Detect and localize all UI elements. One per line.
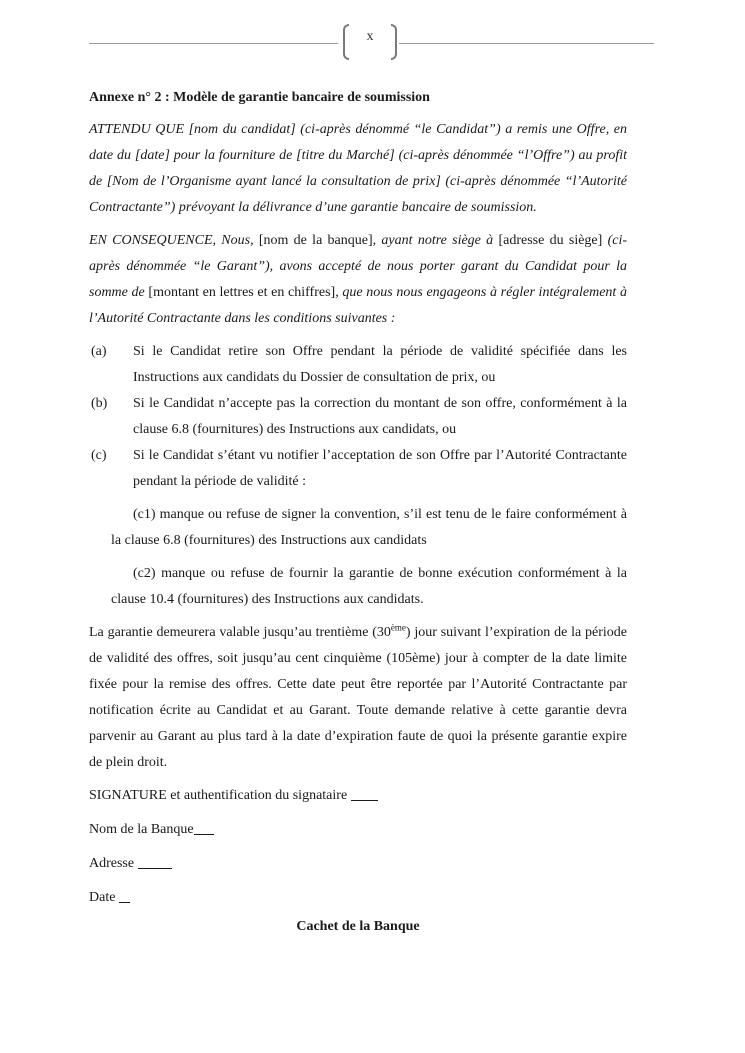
- consequence-text-3: (ci-après dénommée “le Garant”), avons accepté de nous porter garant du Candidat pour la somme de: [89, 233, 628, 300]
- date-label: Date: [89, 890, 116, 905]
- right-brace-ornament: [391, 24, 397, 60]
- annex-title: Annexe n° 2 : Modèle de garantie bancaire de soumission: [89, 90, 430, 105]
- amount-placeholder: [montant en lettres et en chiffres]: [144, 285, 336, 300]
- date-line: [89, 885, 627, 911]
- signature-line: [89, 783, 627, 809]
- condition-label: (a): [91, 344, 107, 359]
- subcondition-c1: (c1) manque ou refuse de signer la convention, s’il est tenu de le faire conformément à la clause 6.8 (fournitures) des Instructions aux candidats: [111, 507, 627, 548]
- date-blank[interactable]: [119, 888, 130, 903]
- signature-label: SIGNATURE et authentification du signataire: [89, 788, 348, 803]
- header-rule-right: [399, 43, 654, 44]
- address-placeholder: [adresse du siège]: [493, 233, 608, 248]
- address-blank[interactable]: [138, 854, 172, 869]
- condition-text: Si le Candidat retire son Offre pendant la période de validité spécifiée dans les Instructions aux candidats du Dossier de consultation de prix, ou: [133, 344, 627, 385]
- validity-paragraph: [89, 620, 627, 776]
- condition-item-b: [89, 391, 627, 443]
- bank-name-blank[interactable]: [194, 820, 214, 835]
- condition-text: Si le Candidat s’étant vu notifier l’acceptation de son Offre par l’Autorité Contractante pendant la période de validité :: [133, 448, 627, 489]
- conditions-list: [89, 339, 627, 495]
- signature-blank[interactable]: [351, 786, 378, 801]
- address-label: Adresse: [89, 856, 135, 871]
- condition-text: Si le Candidat n’accepte pas la correction du montant de son offre, conformément à la clause 6.8 (fournitures) des Instructions aux candidats, ou: [133, 396, 627, 437]
- bank-stamp-label: Cachet de la Banque: [296, 919, 420, 934]
- condition-item-a: [89, 339, 627, 391]
- consequence-text-1: EN CONSEQUENCE, Nous,: [89, 233, 254, 248]
- condition-label: (c): [91, 448, 107, 463]
- whereas-paragraph: ATTENDU QUE [nom du candidat] (ci-après dénommé “le Candidat”) a remis une Offre, en date du [date] pour la fourniture de [titre du Marché] (ci-après dénommée “l’Offre”) au profit de [Nom de l’Organisme ayant lancé la consultation de prix] (ci-après dénommée “l’Autorité Contractante”) prévoyant la délivrance d’une garantie bancaire de soumission.: [89, 122, 627, 215]
- bank-name-placeholder: [nom de la banque]: [253, 233, 373, 248]
- bank-name-label: Nom de la Banque: [89, 822, 194, 837]
- validity-text-2: ) jour suivant l’expiration de la période de validité des offres, soit jusqu’au cent cinquième (105ème) jour à compter de la date limite fixée pour la remise des offres. Cette date peut être reportée par l’Autorité Contractante par notification écrite au Candidat et au Garant. Toute demande relative à cette garantie devra parvenir au Garant au plus tard à la date d’expiration faute de quoi la présente garantie expire de plein droit.: [89, 625, 627, 770]
- document-body: [89, 87, 627, 935]
- condition-item-c: [89, 443, 627, 495]
- consequence-text-4: , que nous nous engageons à régler intégralement à l’Autorité Contractante dans les conditions suivantes :: [89, 285, 627, 326]
- ordinal-superscript: ème: [390, 622, 406, 633]
- header-rule-left: [89, 43, 338, 44]
- bank-name-line: [89, 817, 627, 843]
- left-brace-ornament: [343, 24, 349, 60]
- subcondition-c2: (c2) manque ou refuse de fournir la garantie de bonne exécution conformément à la clause 10.4 (fournitures) des Instructions aux candidats.: [111, 566, 627, 607]
- consequence-text-2: , ayant notre siège à: [372, 233, 494, 248]
- address-line: [89, 851, 627, 877]
- validity-text-1: La garantie demeurera valable jusqu’au trentième (30: [89, 625, 391, 640]
- page-number: x: [366, 29, 374, 44]
- condition-label: (b): [91, 396, 108, 411]
- consequence-paragraph: [89, 228, 627, 332]
